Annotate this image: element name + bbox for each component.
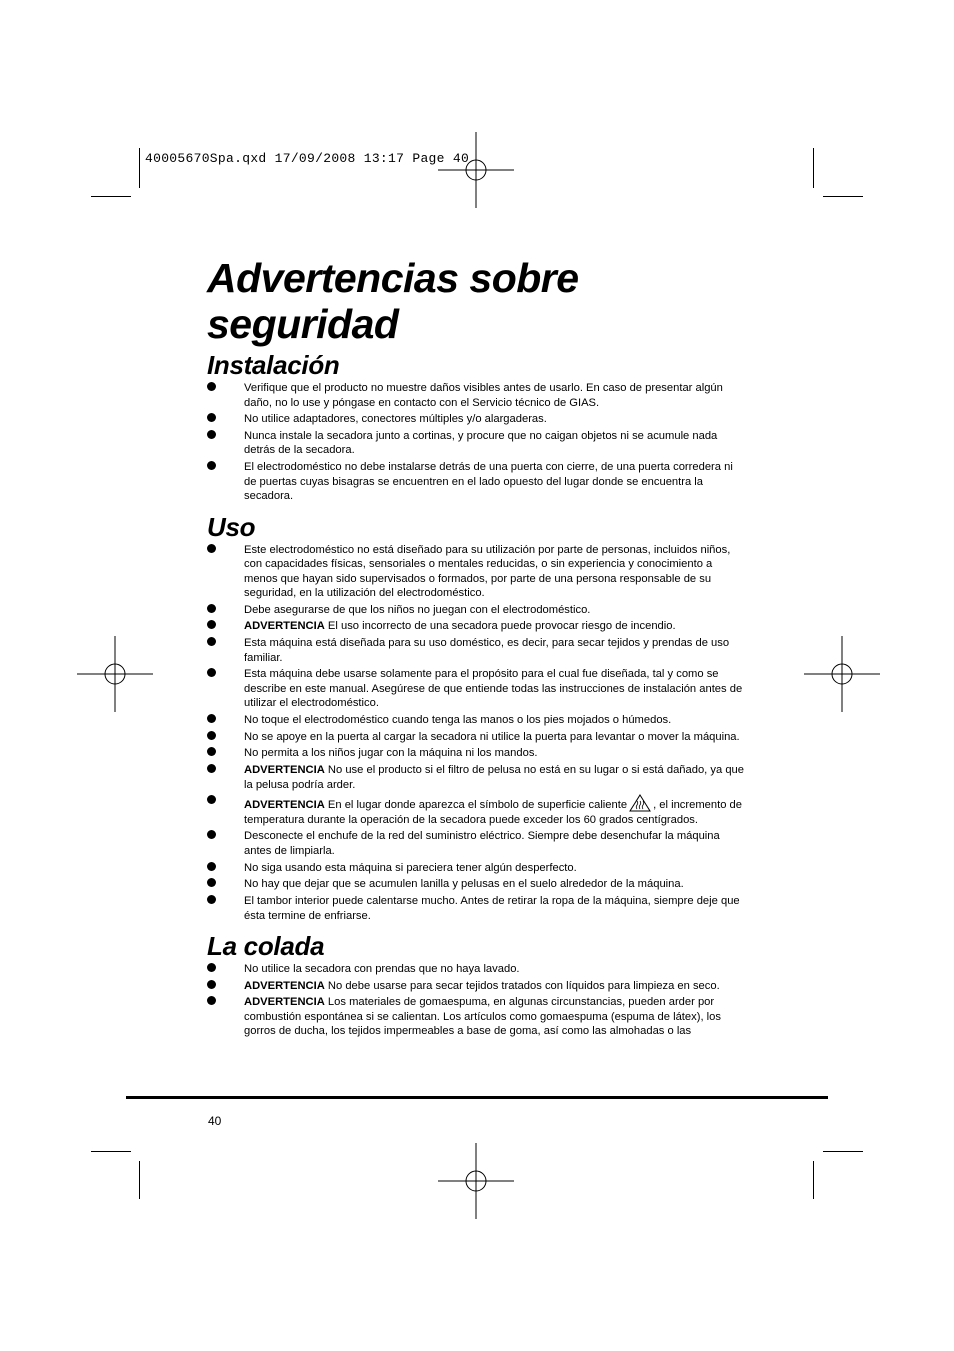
bullet-icon — [207, 795, 216, 804]
registration-mark-icon — [438, 132, 514, 208]
bullet-icon — [207, 461, 216, 470]
list-item — [207, 861, 747, 876]
item-text: No siga usando esta máquina si pareciera tener algún desperfecto. — [244, 861, 577, 874]
item-text: No utilice la secadora con prendas que no haya lavado. — [244, 963, 520, 975]
section-list-la-colada — [207, 962, 747, 1039]
list-item — [207, 429, 747, 458]
list-item — [207, 460, 747, 504]
list-item — [207, 619, 747, 634]
warning-keyword: ADVERTENCIA — [244, 979, 325, 992]
list-item — [207, 995, 747, 1039]
list-item — [207, 412, 747, 427]
item-text: El uso incorrecto de una secadora puede provocar riesgo de incendio. — [324, 620, 676, 633]
crop-mark — [139, 148, 140, 188]
crop-mark — [823, 1151, 863, 1152]
list-item — [207, 877, 747, 892]
item-text: No hay que dejar que se acumulen lanilla y pelusas en el suelo alrededor de la máquina. — [244, 878, 684, 891]
list-item — [207, 894, 747, 923]
page-content — [207, 255, 747, 1041]
list-item — [207, 962, 747, 977]
bullet-icon — [207, 830, 216, 839]
crop-mark — [91, 196, 131, 197]
bullet-icon — [207, 544, 216, 553]
list-item — [207, 381, 747, 410]
page-title: Advertencias sobre seguridad — [207, 255, 579, 347]
list-item — [207, 636, 747, 665]
item-text: Verifique que el producto no muestre daños visibles antes de usarlo. En caso de presentar algún daño, no lo use y póngase en contacto con el Servicio técnico de GIAS. — [244, 382, 723, 409]
bullet-icon — [207, 668, 216, 677]
bullet-icon — [207, 878, 216, 887]
item-text: No debe usarse para secar tejidos tratados con líquidos para limpieza en seco. — [324, 979, 720, 992]
bullet-icon — [207, 382, 216, 391]
bullet-icon — [207, 430, 216, 439]
bullet-icon — [207, 895, 216, 904]
warning-keyword: ADVERTENCIA — [244, 764, 325, 777]
warning-keyword: ADVERTENCIA — [244, 799, 325, 812]
page-number: 40 — [208, 1114, 222, 1128]
print-slug: 40005670Spa.qxd 17/09/2008 13:17 Page 40 — [145, 151, 470, 166]
item-text: No permita a los niños jugar con la máquina ni los mandos. — [244, 747, 538, 760]
item-text: Desconecte el enchufe de la red del suministro eléctrico. Siempre debe desenchufar la máquina antes de limpiarla. — [244, 830, 720, 857]
item-text: Nunca instale la secadora junto a cortinas, y procure que no caigan objetos ni se acumule nada detrás de la secadora. — [244, 429, 718, 457]
item-text: El tambor interior puede calentarse mucho. Antes de retirar la ropa de la máquina, siempre deje que ésta termine de enfriarse. — [244, 895, 740, 922]
section-list-instalacion — [207, 381, 747, 504]
list-item — [207, 979, 747, 994]
crop-mark — [813, 1161, 814, 1199]
bullet-icon — [207, 963, 216, 972]
list-item — [207, 543, 747, 601]
item-text: Los materiales de gomaespuma, en algunas circunstancias, pueden arder por combustión espontánea si se calientan. Los artículos como gomaespuma (espuma de látex), los gorros de ducha, los tejidos impermeables a base de goma, así como las almohadas o las — [244, 996, 721, 1038]
item-text: No use el producto si el filtro de pelusa no está en su lugar o si está dañado, ya que la pelusa podría arder. — [244, 764, 744, 791]
bullet-icon — [207, 764, 216, 773]
item-text: Esta máquina está diseñada para su uso doméstico, es decir, para secar tejidos y prendas de uso familiar. — [244, 637, 730, 664]
section-heading-la-colada: La colada — [207, 931, 325, 961]
registration-mark-icon — [804, 636, 880, 712]
crop-mark — [139, 1161, 140, 1199]
list-item — [207, 667, 747, 711]
warning-keyword: ADVERTENCIA — [244, 996, 325, 1009]
list-item — [207, 603, 747, 618]
bullet-icon — [207, 413, 216, 422]
bullet-icon — [207, 980, 216, 989]
list-item — [207, 730, 747, 745]
item-text: No toque el electrodoméstico cuando tenga las manos o los pies mojados o húmedos. — [244, 714, 672, 726]
list-item — [207, 713, 747, 728]
warning-keyword: ADVERTENCIA — [244, 620, 325, 633]
list-item — [207, 763, 747, 792]
bullet-icon — [207, 714, 216, 723]
section-heading-uso: Uso — [207, 511, 256, 542]
bullet-icon — [207, 731, 216, 740]
list-item — [207, 794, 747, 827]
section-heading-instalacion: Instalación — [207, 350, 340, 380]
section-list-uso — [207, 543, 747, 923]
bullet-icon — [207, 862, 216, 871]
registration-mark-icon — [438, 1143, 514, 1219]
bullet-icon — [207, 637, 216, 646]
bullet-icon — [207, 604, 216, 613]
item-text: El electrodoméstico no debe instalarse detrás de una puerta con cierre, de una puerta corredera ni de puertas cuyas bisagras se encuentren en el lado opuesto del lugar donde se encuentra la secadora. — [244, 461, 733, 503]
bullet-icon — [207, 620, 216, 629]
crop-mark — [823, 196, 863, 197]
item-text: Debe asegurarse de que los niños no juegan con el electrodoméstico. — [244, 603, 591, 616]
hot-surface-icon — [629, 794, 651, 812]
crop-mark — [91, 1151, 131, 1152]
item-text-after: , el incremento de temperatura durante la operación de la secadora puede exceder los 60 grados centígrados. — [244, 799, 742, 826]
registration-mark-icon — [77, 636, 153, 712]
list-item — [207, 746, 747, 761]
item-text: No se apoye en la puerta al cargar la secadora ni utilice la puerta para levantar o mover la máquina. — [244, 730, 740, 743]
item-text: En el lugar donde aparezca el símbolo de superficie caliente — [324, 799, 628, 812]
crop-mark — [813, 148, 814, 188]
bullet-icon — [207, 747, 216, 756]
footer-rule — [126, 1096, 828, 1099]
item-text: Esta máquina debe usarse solamente para el propósito para el cual fue diseñada, tal y como se describe en este manual. Asegúrese de que entiende todas las instrucciones de instalación antes de utilizar el electrodoméstico. — [244, 668, 743, 710]
list-item — [207, 829, 747, 858]
bullet-icon — [207, 996, 216, 1005]
item-text: Este electrodoméstico no está diseñado para su utilización por parte de personas, incluidos niños, con capacidades físicas, sensoriales o mentales reducidas, o sin experiencia y conocimiento a menos que hayan sido supervisados o formados, por parte de una persona responsable de su seguridad, en la utilización del electrodoméstico. — [244, 543, 731, 600]
item-text: No utilice adaptadores, conectores múltiples y/o alargaderas. — [244, 413, 547, 426]
